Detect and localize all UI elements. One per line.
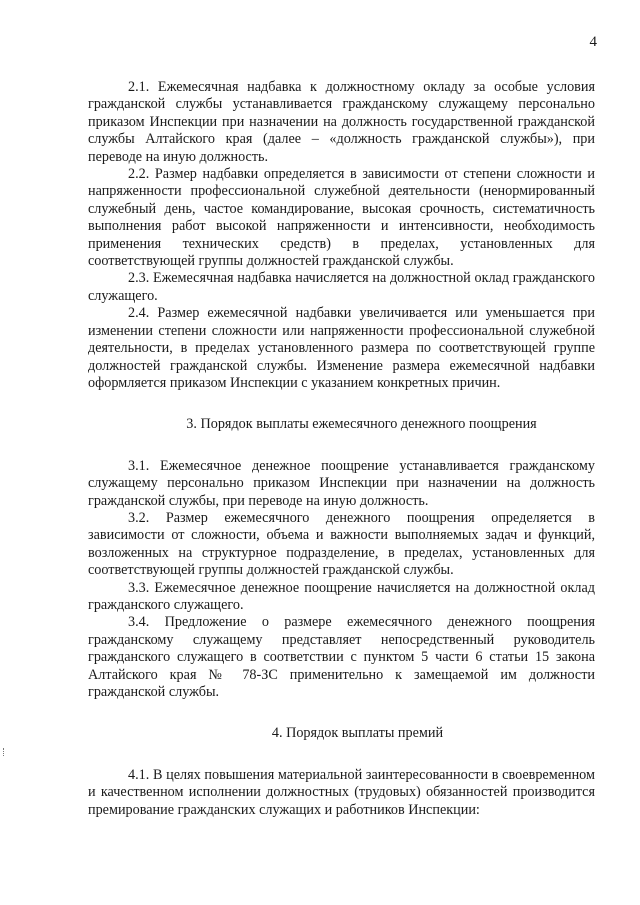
section-4-heading: 4. Порядок выплаты премий (271, 725, 444, 742)
paragraph-2-3: 2.3. Ежемесячная надбавка начисляется на должностной оклад гражданского служащего. (88, 270, 595, 304)
scan-edge-mark (3, 748, 6, 756)
paragraph-2-2: 2.2. Размер надбавки определяется в зависимости от степени сложности и напряженности профессиональной служебной деятельности (ненормированный служебный день, частое командирование, высокая срочность, систематичность выполнения работ высокой напряженности и интенсивности, необходимость применения технических средств) в пределах, установленных для соответствующей группы должностей гражданской службы. (88, 166, 595, 270)
paragraph-2-4: 2.4. Размер ежемесячной надбавки увеличивается или уменьшается при изменении степени сложности или напряженности профессиональной служебной деятельности, в пределах установленного размера по соответствующей группе должностей гражданской службы. Изменение размера ежемесячной надбавки оформляется приказом Инспекции с указанием конкретных причин. (88, 305, 595, 391)
paragraph-3-4: 3.4. Предложение о размере ежемесячного денежного поощрения гражданскому служащему представляет непосредственный руководитель гражданского служащего в соответствии с пунктом 5 части 6 статьи 15 закона Алтайского края № 78-ЗС применительно к замещаемой им должности гражданской службы. (88, 614, 595, 700)
paragraph-3-3: 3.3. Ежемесячное денежное поощрение начисляется на должностной оклад гражданского служащего. (88, 579, 595, 613)
paragraph-3-2: 3.2. Размер ежемесячного денежного поощрения определяется в зависимости от сложности, объема и важности выполняемых задач и функций, возложенных на структурное подразделение, в пределах, установленных для соответствующей группы должностей гражданской службы. (88, 509, 595, 579)
page-number: 4 (589, 34, 597, 50)
section-3-heading: 3. Порядок выплаты ежемесячного денежного поощрения (186, 416, 537, 433)
document-body (88, 79, 595, 819)
paragraph-4-1: 4.1. В целях повышения материальной заинтересованности в своевременном и качественном исполнении должностных (трудовых) обязанностей производится премирование гражданских служащих и работников Инспекции: (88, 766, 595, 818)
paragraph-3-1: 3.1. Ежемесячное денежное поощрение устанавливается гражданскому служащему персонально приказом Инспекции при назначении на должность гражданской службы, при переводе на иную должность. (88, 457, 595, 509)
paragraph-2-1: 2.1. Ежемесячная надбавка к должностному окладу за особые условия гражданской службы устанавливается гражданскому служащему персонально приказом Инспекции при назначении на должность государственной гражданской службы Алтайского края (далее – «должность гражданской службы»), при переводе на иную должность. (88, 79, 595, 165)
